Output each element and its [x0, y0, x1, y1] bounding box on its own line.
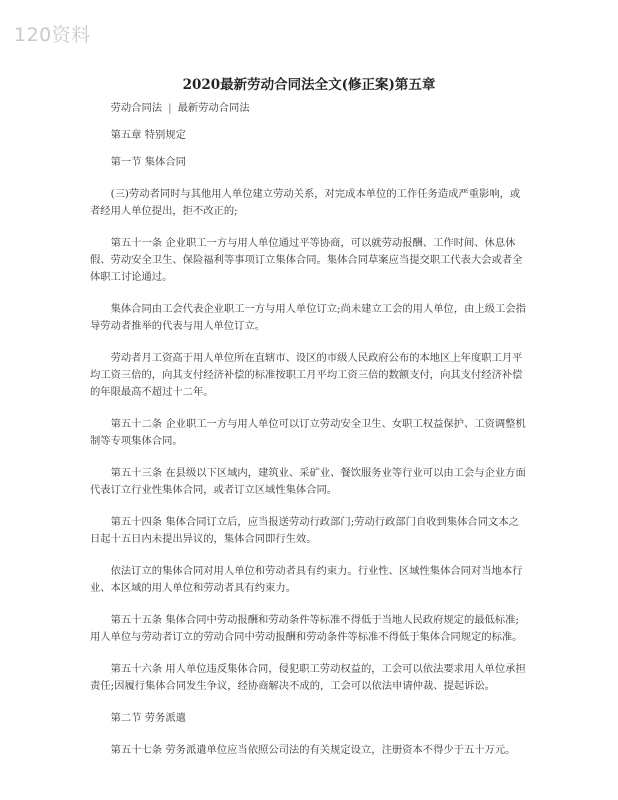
paragraph: 第五十三条 在县级以下区域内，建筑业、采矿业、餐饮服务业等行业可以由工会与企业方面代表订立行业性集体合同，或者订立区域性集体合同。	[90, 467, 526, 496]
paragraph: 第五十四条 集体合同订立后，应当报送劳动行政部门;劳动行政部门自收到集体合同文本之日起十五日内未提出异议的，集体合同即行生效。	[90, 516, 519, 545]
section-heading: 第二节 劳务派遣	[110, 712, 186, 724]
breadcrumb-category[interactable]: 劳动合同法	[110, 102, 163, 114]
article-body	[90, 100, 527, 774]
watermark-logo: 120资料	[14, 24, 91, 46]
paragraph: 依法订立的集体合同对用人单位和劳动者具有约束力。行业性、区域性集体合同对当地本行业、本区域的用人单位和劳动者具有约束力。	[90, 565, 523, 594]
paragraph: 第五十六条 用人单位违反集体合同，侵犯职工劳动权益的，工会可以依法要求用人单位承担责任;因履行集体合同发生争议，经协商解决不成的，工会可以依法申请仲裁、提起诉讼。	[90, 663, 526, 692]
paragraph: 第五十五条 集体合同中劳动报酬和劳动条件等标准不得低于当地人民政府规定的最低标准;用人单位与劳动者订立的劳动合同中劳动报酬和劳动条件等标准不得低于集体合同规定的标准。	[90, 614, 523, 643]
breadcrumb	[90, 100, 527, 117]
paragraph: 第五十二条 企业职工一方与用人单位可以订立劳动安全卫生、女职工权益保护、工资调整机制等专项集体合同。	[90, 418, 526, 447]
paragraph: 集体合同由工会代表企业职工一方与用人单位订立;尚未建立工会的用人单位，由上级工会指导劳动者推举的代表与用人单位订立。	[90, 303, 526, 332]
page-title: 2020最新劳动合同法全文(修正案)第五章	[182, 77, 436, 93]
breadcrumb-subcategory[interactable]: 最新劳动合同法	[177, 102, 250, 114]
paragraph: (三)劳动者同时与其他用人单位建立劳动关系，对完成本单位的工作任务造成严重影响，或者经用人单位提出，拒不改正的;	[90, 188, 521, 217]
breadcrumb-separator: |	[168, 102, 172, 114]
section-heading: 第一节 集体合同	[110, 156, 186, 168]
chapter-heading: 第五章 特别规定	[110, 129, 186, 141]
paragraph: 第五十一条 企业职工一方与用人单位通过平等协商，可以就劳动报酬、工作时间、休息休假、劳动安全卫生、保险福利等事项订立集体合同。集体合同草案应当提交职工代表大会或者全体职工讨论通过。	[90, 237, 523, 283]
paragraph: 第五十七条 劳务派遣单位应当依照公司法的有关规定设立，注册资本不得少于五十万元。	[110, 744, 516, 756]
paragraph: 劳动者月工资高于用人单位所在直辖市、设区的市级人民政府公布的本地区上年度职工月平均工资三倍的，向其支付经济补偿的标准按职工月平均工资三倍的数额支付，向其支付经济补偿的年限最高不超过十二年。	[90, 352, 523, 398]
